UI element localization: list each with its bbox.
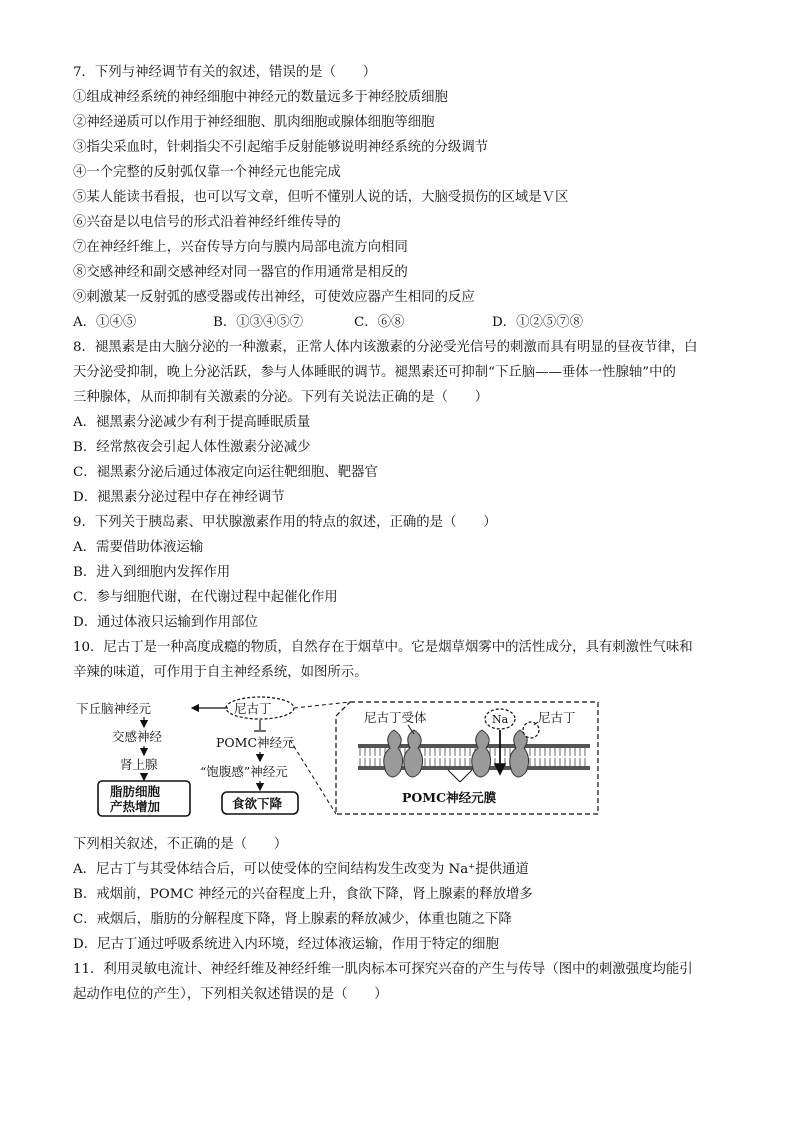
satiety-neuron-label: “饱腹感”神经元 (200, 764, 288, 779)
q9-stem: 9．下列关于胰岛素、甲状腺激素作用的特点的叙述，正确的是（ ） (73, 515, 497, 530)
q9-option-a: A．需要借助体液运输 (73, 540, 204, 555)
q7-item-3: ③指尖采血时，针刺指尖不引起缩手反射能够说明神经系统的分级调节 (73, 140, 489, 155)
q7-options (73, 314, 713, 332)
appetite-decrease-label: 食欲下降 (232, 796, 283, 811)
q7-option-b: B．①③④⑤⑦ (213, 315, 304, 330)
q10-option-b: B．戒烟前，POMC 神经元的兴奋程度上升，食欲下降，肾上腺素的释放增多 (73, 887, 533, 902)
sodium-ion-label: Na (492, 713, 509, 726)
q11-stem-line-2: 起动作电位的产生），下列相关叙述错误的是（ ） (73, 987, 388, 1002)
sympathetic-nerve-label: 交感神经 (112, 729, 163, 744)
q8-stem-line-1: 8．褪黑素是由大脑分泌的一种激素，正常人体内该激素的分泌受光信号的刺激而具有明显的昼夜节律，白 (73, 340, 698, 355)
pomc-membrane-label: POMC神经元膜 (402, 790, 497, 805)
membrane-pointer-left (460, 770, 472, 782)
q9-option-d: D．通过体液只运输到作用部位 (73, 615, 258, 630)
q7-option-c: C．⑥⑧ (354, 315, 405, 330)
nicotine-label: 尼古丁 (234, 701, 272, 716)
q8-option-b: B．经常熬夜会引起人体性激素分泌减少 (73, 440, 311, 455)
heat-increase-label: 产热增加 (110, 799, 161, 814)
q10-option-c: C．戒烟后，脂肪的分解程度下降，肾上腺素的释放减少，体重也随之下降 (73, 912, 512, 927)
q7-item-2: ②神经递质可以作用于神经细胞、肌肉细胞或腺体细胞等细胞 (73, 115, 435, 130)
q11-stem-line-1: 11．利用灵敏电流计、神经纤维及神经纤维一肌肉标本可探究兴奋的产生与传导（图中的刺激强度均能引 (73, 962, 693, 977)
q7-item-5: ⑤某人能读书看报，也可以写文章，但听不懂别人说的话，大脑受损伤的区域是Ｖ区 (73, 190, 569, 205)
nicotine-receptor-label: 尼古丁受体 (364, 710, 427, 725)
q9-option-c: C．参与细胞代谢，在代谢过程中起催化作用 (73, 590, 338, 605)
adrenal-gland-label: 肾上腺 (120, 757, 158, 772)
q7-item-4: ④一个完整的反射弧仅靠一个神经元也能完成 (73, 165, 341, 180)
q8-option-c: C．褪黑素分泌后通过体液定向运往靶细胞、靶器官 (73, 465, 378, 480)
fat-cell-label: 脂肪细胞 (110, 784, 161, 799)
q10-stem-line-1: 10．尼古丁是一种高度成瘾的物质，自然存在于烟草中。它是烟草烟雾中的活性成分，具有刺激性气味和 (73, 640, 693, 655)
q8-option-a: A．褪黑素分泌减少有利于提高睡眠质量 (73, 415, 311, 430)
q8-stem-line-3: 三种腺体，从而抑制有关激素的分泌。下列有关说法正确的是（ ） (73, 390, 489, 405)
q8-option-d: D．褪黑素分泌过程中存在神经调节 (73, 490, 285, 505)
q7-option-d: D．①②⑤⑦⑧ (492, 315, 584, 330)
q7-stem: 7．下列与神经调节有关的叙述，错误的是（ ） (73, 65, 377, 80)
q7-item-8: ⑧交感神经和副交感神经对同一器官的作用通常是相反的 (73, 265, 408, 280)
q10-option-a: A．尼古丁与其受体结合后，可以使受体的空间结构发生改变为 Na⁺提供通道 (73, 862, 529, 877)
q7-item-7: ⑦在神经纤维上，兴奋传导方向与膜内局部电流方向相同 (73, 240, 408, 255)
zoom-line-bottom (290, 740, 336, 814)
q10-stem-line-2: 辛辣的味道，可作用于自主神经系统，如图所示。 (73, 665, 368, 680)
hypothalamus-neuron-label: 下丘脑神经元 (76, 701, 152, 716)
q7-item-9: ⑨刺激某一反射弧的感受器或传出神经，可使效应器产生相同的反应 (73, 290, 475, 305)
q7-option-a: A．①④⑤ (73, 315, 137, 330)
nicotine-molecule (523, 722, 539, 738)
membrane-pointer-right (448, 770, 460, 782)
zoom-line-top (294, 702, 350, 708)
nicotine-right-label: 尼古丁 (538, 710, 576, 725)
q8-stem-line-2: 天分泌受抑制，晚上分泌活跃，参与人体睡眠的调节。褪黑素还可抑制“下丘脑——垂体一性腺轴”中的 (73, 365, 676, 380)
nicotine-pathway-figure (68, 692, 608, 820)
q9-option-b: B．进入到细胞内发挥作用 (73, 565, 231, 580)
q7-item-6: ⑥兴奋是以电信号的形式沿着神经纤维传导的 (73, 215, 341, 230)
pomc-neuron-label: POMC神经元 (216, 735, 295, 750)
q10-followup: 下列相关叙述，不正确的是（ ） (73, 837, 288, 852)
q10-option-d: D．尼古丁通过呼吸系统进入内环境，经过体液运输，作用于特定的细胞 (73, 937, 499, 952)
q7-item-1: ①组成神经系统的神经细胞中神经元的数量远多于神经胶质细胞 (73, 90, 448, 105)
